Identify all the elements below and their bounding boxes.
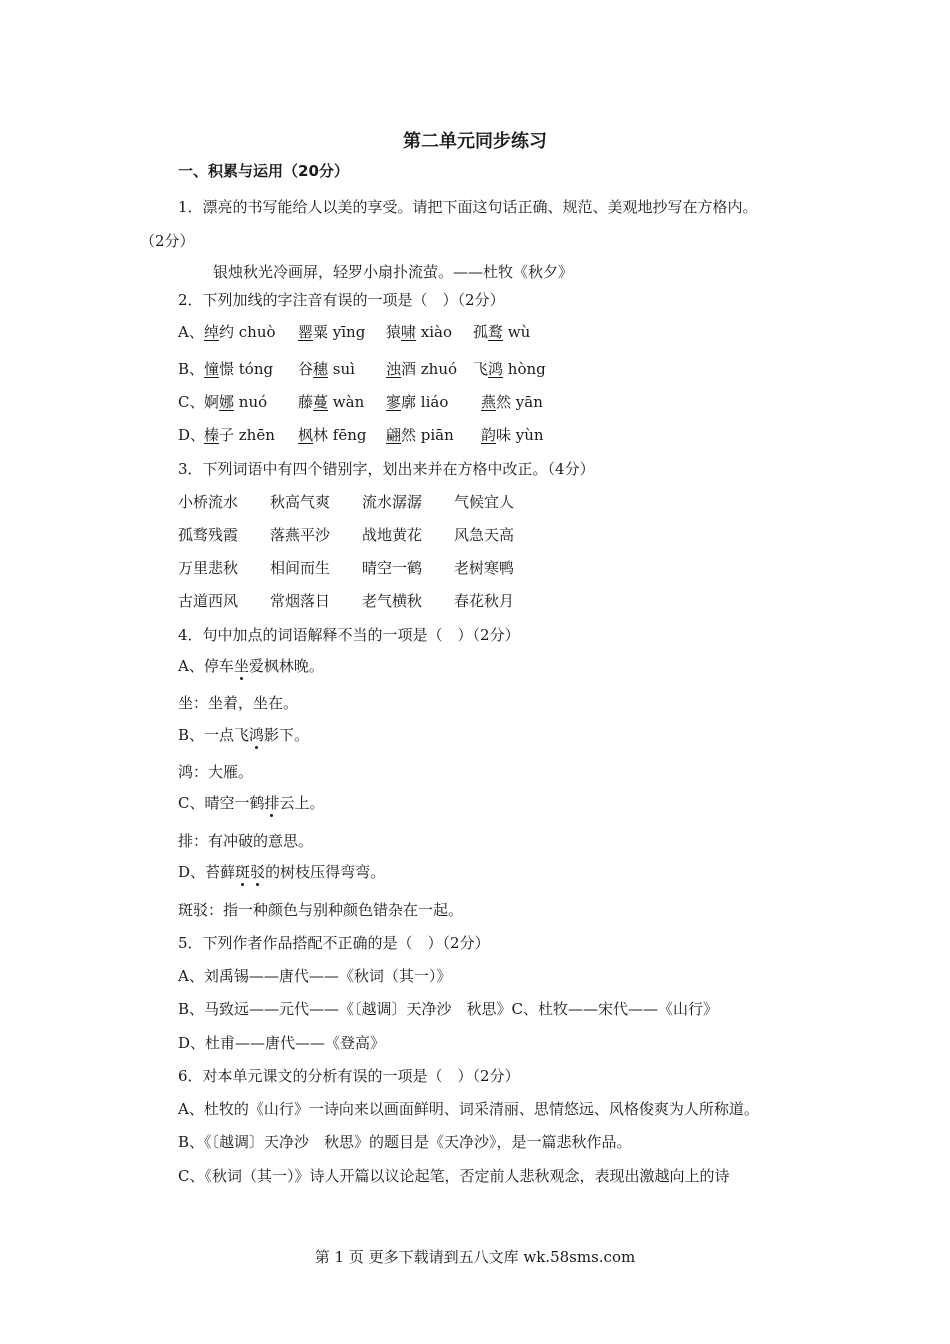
q3-word: 老树寒鸭 bbox=[454, 559, 515, 577]
q2-a-item: 猿啸 xiào bbox=[386, 323, 453, 341]
q4-explanation-c: 排：有冲破的意思。 bbox=[178, 832, 314, 850]
q3-word: 万里悲秋 bbox=[178, 559, 239, 577]
q1-quote: 银烛秋光冷画屏，轻罗小扇扑流萤。——杜牧《秋夕》 bbox=[213, 263, 574, 281]
q3-word: 古道西风 bbox=[178, 592, 239, 610]
q4-option-c: C、晴空一鹤排云上。 bbox=[178, 794, 325, 812]
q4-option-b: B、一点飞鸿影下。 bbox=[178, 726, 310, 744]
q4-explanation-d: 斑驳：指一种颜色与别种颜色错杂在一起。 bbox=[178, 901, 464, 919]
q6-option-b: B、《〔越调〕天净沙 秋思》的题目是《天净沙》，是一篇悲秋作品。 bbox=[178, 1133, 632, 1151]
q2-a-item: 罂粟 yīng bbox=[298, 323, 366, 341]
q2-c-item: 藤蔓 wàn bbox=[298, 393, 365, 411]
q2-c-item: 燕然 yān bbox=[481, 393, 543, 411]
q1-score: （2分） bbox=[140, 232, 195, 250]
page-footer: 第 1 页 更多下载请到五八文库 wk.58sms.com bbox=[314, 1248, 636, 1266]
q2-stem: 2．下列加线的字注音有误的一项是（ ）（2分） bbox=[178, 291, 505, 309]
q5-option-b-c: B、马致远——元代——《〔越调〕天净沙 秋思》C、杜牧——宋代——《山行》 bbox=[178, 1000, 719, 1018]
q4-explanation-b: 鸿：大雁。 bbox=[178, 763, 254, 781]
q3-stem: 3．下列词语中有四个错别字，划出来并在方格中改正。（4分） bbox=[178, 460, 595, 478]
q5-option-a: A、刘禹锡——唐代——《秋词（其一）》 bbox=[178, 967, 452, 985]
q2-d-item: 枫林 fēng bbox=[298, 426, 367, 444]
q3-word: 气候宜人 bbox=[454, 493, 515, 511]
q4-explanation-a: 坐：坐着，坐在。 bbox=[178, 694, 299, 712]
q3-word: 秋高气爽 bbox=[270, 493, 331, 511]
q2-c-item: 婀娜 nuó bbox=[204, 393, 268, 411]
emphasis-dot-char: 鸿 bbox=[249, 726, 265, 744]
q6-stem: 6．对本单元课文的分析有误的一项是（ ）（2分） bbox=[178, 1067, 520, 1085]
q2-b-item: 憧憬 tóng bbox=[204, 360, 274, 378]
q3-word: 老气横秋 bbox=[362, 592, 423, 610]
q3-word: 风急天高 bbox=[454, 526, 515, 544]
emphasis-dot-char: 驳 bbox=[250, 863, 266, 881]
q2-d-item: 韵味 yùn bbox=[481, 426, 544, 444]
q2-d-item: 翩然 piān bbox=[386, 426, 454, 444]
q2-b-item: 飞鸿 hòng bbox=[473, 360, 546, 378]
q5-option-d: D、杜甫——唐代——《登高》 bbox=[178, 1034, 386, 1052]
q3-word: 战地黄花 bbox=[362, 526, 423, 544]
document-page: 第二单元同步练习 一、积累与运用（20分） 1．漂亮的书写能给人以美的享受。请把下面这句话正确、规范、美观地抄写在方格内。 （2分） 银烛秋光冷画屏，轻罗小扇扑流萤。——杜牧《秋夕》 2．下列加线的字注音有误的一项是（ ）（2分） A、 绰约 chuò 罂粟 yīng 猿啸 xiào 孤鹜 wù B、 憧憬 tóng 谷穗 suì 浊酒 zhuó 飞鸿 hòng C、 婀娜 nuó 藤蔓 wàn 寥廓 liáo 燕然 yān D、 榛子 zhēn 枫林 fēng 翩然 piān 韵味 yùn 3．下列词语中有四个错别字，划出来并在方格中改正。（4分） 小桥流水 秋高气爽 流水潺潺 气候宜人 孤骛残霞 落燕平沙 战地黄花 风急天高 万里悲秋 相间而生 晴空一鹤 老树寒鸭 古道西风 常烟落日 老气横秋 春花秋月 4．句中加点的词语解释不当的一项是（ ）（2分） A、停车坐爱枫林晚。 坐：坐着，坐在。 B、一点飞鸿影下。 鸿：大雁。 C、晴空一鹤排云上。 排：有冲破的意思。 D、苔藓斑驳的树枝压得弯弯。 斑驳：指一种颜色与别种颜色错杂在一起。 5．下列作者作品搭配不正确的是（ ）（2分） A、刘禹锡——唐代——《秋词（其一）》 B、马致远——元代——《〔越调〕天净沙 秋思》C、杜牧——宋代——《山行》 D、杜甫——唐代——《登高》 6．对本单元课文的分析有误的一项是（ ）（2分） A、杜牧的《山行》一诗向来以画面鲜明、词采清丽、思情悠远、风格俊爽为人所称道。 B、《〔越调〕天净沙 秋思》的题目是《天净沙》，是一篇悲秋作品。 C、《秋词（其一）》诗人开篇以议论起笔，否定前人悲秋观念，表现出激越向上的诗 第 1 页 更多下载请到五八文库 wk.58sms.com bbox=[0, 0, 950, 1344]
section-heading: 一、积累与运用（20分） bbox=[178, 162, 349, 180]
q2-b-item: 浊酒 zhuó bbox=[386, 360, 458, 378]
q3-word: 孤骛残霞 bbox=[178, 526, 239, 544]
q4-option-a: A、停车坐爱枫林晚。 bbox=[178, 657, 324, 675]
q5-stem: 5．下列作者作品搭配不正确的是（ ）（2分） bbox=[178, 934, 490, 952]
q1-stem: 1．漂亮的书写能给人以美的享受。请把下面这句话正确、规范、美观地抄写在方格内。 bbox=[178, 198, 758, 216]
q4-option-d: D、苔藓斑驳的树枝压得弯弯。 bbox=[178, 863, 386, 881]
q4-stem: 4．句中加点的词语解释不当的一项是（ ）（2分） bbox=[178, 626, 520, 644]
q6-option-c: C、《秋词（其一）》诗人开篇以议论起笔，否定前人悲秋观念，表现出激越向上的诗 bbox=[178, 1167, 730, 1185]
q3-word: 常烟落日 bbox=[270, 592, 331, 610]
q2-a-item: 绰约 chuò bbox=[204, 323, 276, 341]
emphasis-dot-char: 坐 bbox=[233, 657, 249, 675]
q3-word: 流水潺潺 bbox=[362, 493, 423, 511]
q2-d-item: 榛子 zhēn bbox=[204, 426, 275, 444]
q3-word: 春花秋月 bbox=[454, 592, 515, 610]
page-title: 第二单元同步练习 bbox=[403, 131, 547, 152]
q3-word: 小桥流水 bbox=[178, 493, 239, 511]
emphasis-dot-char: 排 bbox=[264, 794, 280, 812]
q2-b-item: 谷穗 suì bbox=[298, 360, 355, 378]
q2-c-item: 寥廓 liáo bbox=[386, 393, 449, 411]
q3-word: 晴空一鹤 bbox=[362, 559, 423, 577]
q3-word: 落燕平沙 bbox=[270, 526, 331, 544]
q3-word: 相间而生 bbox=[270, 559, 331, 577]
q6-option-a: A、杜牧的《山行》一诗向来以画面鲜明、词采清丽、思情悠远、风格俊爽为人所称道。 bbox=[178, 1100, 759, 1118]
q2-a-item: 孤鹜 wù bbox=[473, 323, 531, 341]
emphasis-dot-char: 斑 bbox=[235, 863, 251, 881]
